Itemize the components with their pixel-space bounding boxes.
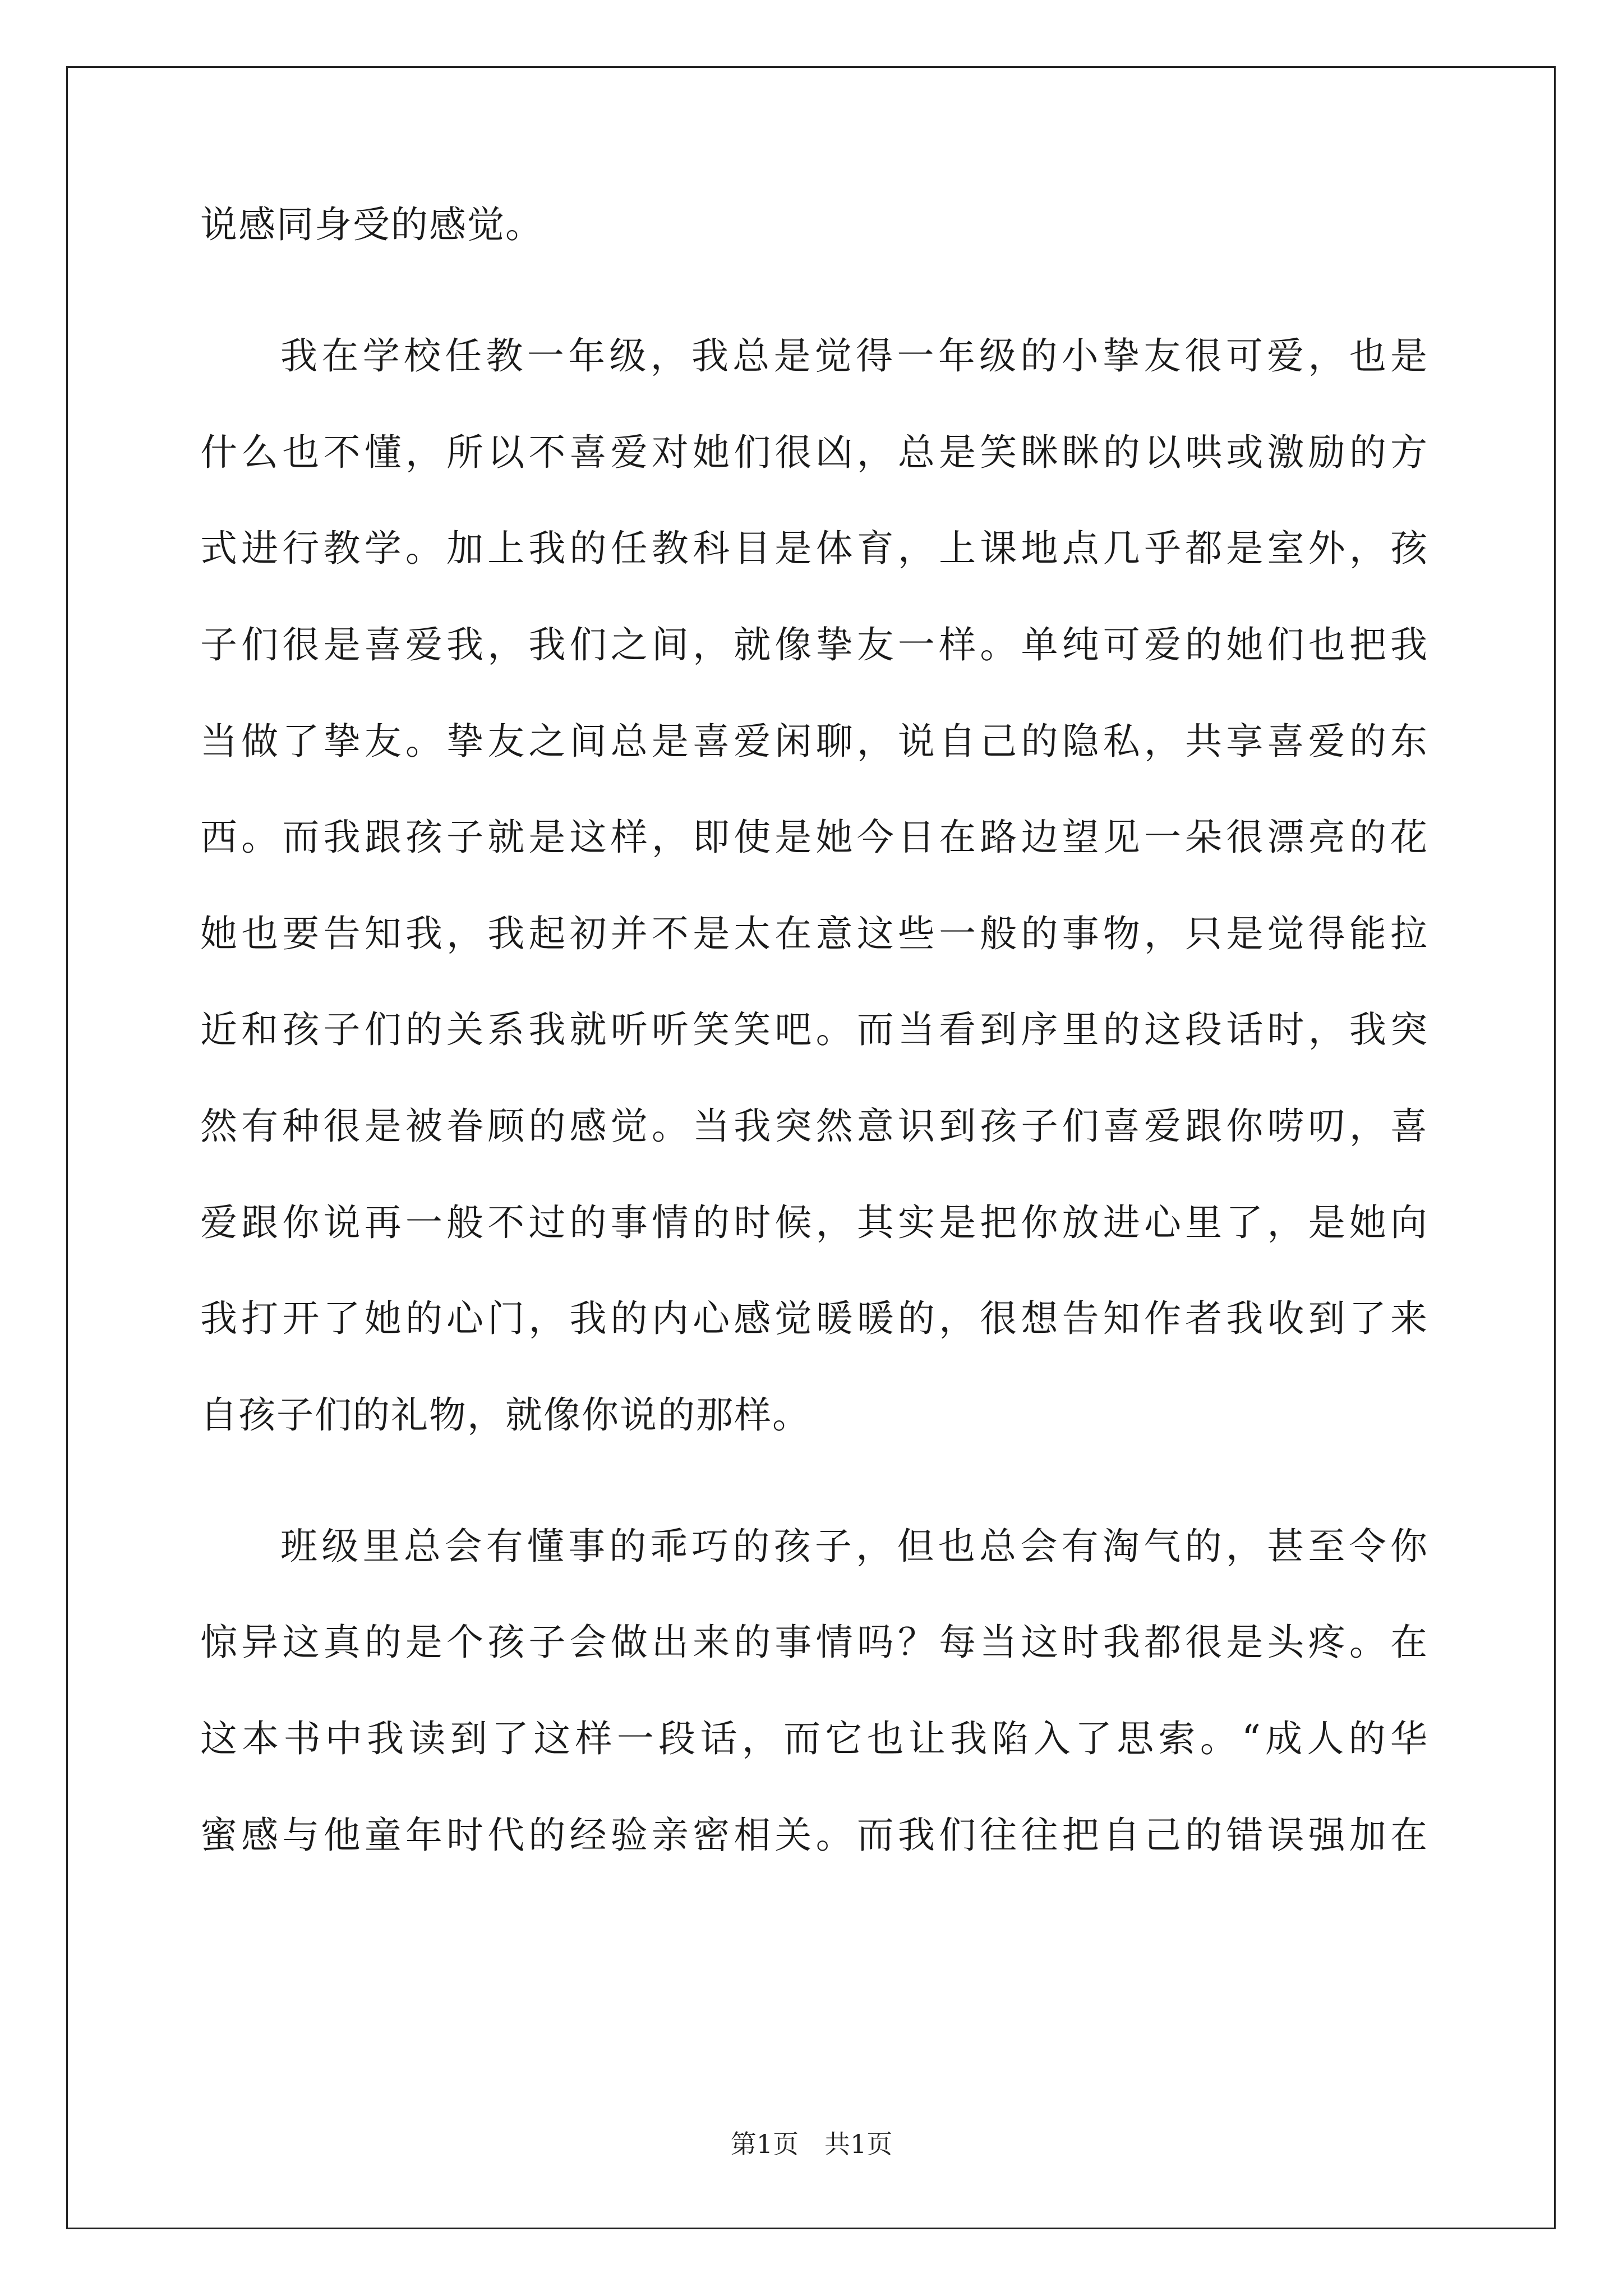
page-number: 第1页 共1页: [730, 2129, 893, 2159]
text-line-11: 爱跟你说再一般不过的事情的时候，其实是把你放进心里了，是她向: [200, 1201, 1428, 1244]
text-line-1: 说感同身受的感觉。: [200, 203, 543, 246]
text-line-17: 蜜感与他童年时代的经验亲密相关。而我们往往把自己的错误强加在: [200, 1814, 1428, 1857]
text-line-6: 当做了挚友。挚友之间总是喜爱闲聊，说自己的隐私，共享喜爱的东: [200, 720, 1428, 763]
text-line-14: 班级里总会有懂事的乖巧的孩子，但也总会有淘气的，甚至令你: [280, 1525, 1428, 1568]
text-line-9: 近和孩子们的关系我就听听笑笑吧。而当看到序里的这段话时，我突: [200, 1008, 1428, 1051]
text-line-10: 然有种很是被眷顾的感觉。当我突然意识到孩子们喜爱跟你唠叨，喜: [200, 1105, 1428, 1148]
text-line-15: 惊异这真的是个孩子会做出来的事情吗？每当这时我都很是头疼。在: [200, 1621, 1428, 1664]
text-line-7: 西。而我跟孩子就是这样，即使是她今日在路边望见一朵很漂亮的花: [200, 816, 1428, 859]
text-line-8: 她也要告知我，我起初并不是太在意这些一般的事物，只是觉得能拉: [200, 912, 1428, 955]
text-line-16: 这本书中我读到了这样一段话，而它也让我陷入了思索。“成人的华: [200, 1717, 1428, 1760]
text-line-5: 子们很是喜爱我，我们之间，就像挚友一样。单纯可爱的她们也把我: [200, 623, 1428, 666]
text-line-2: 我在学校任教一年级，我总是觉得一年级的小挚友很可爱，也是: [280, 334, 1428, 378]
text-line-13: 自孩子们的礼物，就像你说的那样。: [200, 1393, 810, 1437]
text-line-4: 式进行教学。加上我的任教科目是体育，上课地点几乎都是室外，孩: [200, 527, 1428, 570]
text-line-12: 我打开了她的心门，我的内心感觉暖暖的，很想告知作者我收到了来: [200, 1297, 1428, 1340]
text-line-3: 什么也不懂，所以不喜爱对她们很凶，总是笑眯眯的以哄或激励的方: [200, 431, 1428, 474]
